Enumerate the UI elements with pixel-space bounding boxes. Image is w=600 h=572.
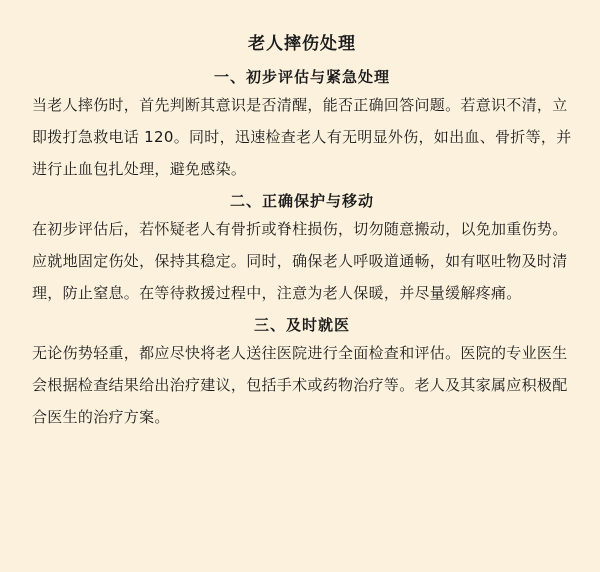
section-paragraph: 无论伤势轻重，都应尽快将老人送往医院进行全面检查和评估。医院的专业医生会根据检查结果给出治疗建议，包括手术或药物治疗等。老人及其家属应积极配合医生的治疗方案。 — [32, 344, 568, 426]
section-paragraph: 在初步评估后，若怀疑老人有骨折或脊柱损伤，切勿随意搬动，以免加重伤势。应就地固定伤处，保持其稳定。同时，确保老人呼吸道通畅，如有呕吐物及时清理，防止窒息。在等待救援过程中，注意为老人保暖，并尽量缓解疼痛。 — [32, 220, 568, 302]
section-seek-medical-care — [32, 315, 572, 433]
section-heading: 二、正确保护与移动 — [229, 192, 374, 210]
page-title: 老人摔伤处理 — [248, 34, 356, 54]
section-initial-assessment — [32, 67, 572, 185]
section-paragraph: 当老人摔伤时，首先判断其意识是否清醒，能否正确回答问题。若意识不清，立即拨打急救电话 120。同时，迅速检查老人有无明显外伤，如出血、骨折等，并进行止血包扎处理，避免感染。 — [32, 96, 572, 178]
section-heading: 三、及时就医 — [253, 316, 350, 334]
section-protection-and-moving — [32, 191, 572, 309]
section-heading: 一、初步评估与紧急处理 — [213, 68, 390, 86]
